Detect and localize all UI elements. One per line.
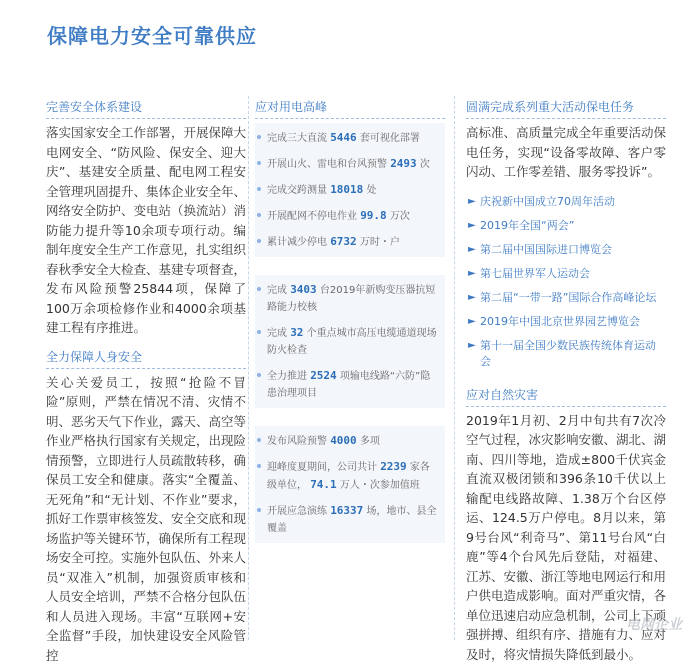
- event-list: [466, 194, 666, 370]
- section-heading-natural-disasters: 应对自然灾害: [466, 386, 666, 404]
- section-underline: [46, 118, 246, 119]
- stat-item: 开展应急演练 16337 场，地市、县全覆盖: [255, 502, 439, 537]
- bullet-dot-icon: [257, 239, 261, 243]
- section-body-personal-safety: 关心关爱员工，按照“抢险不冒险”原则，严禁在情况不清、灾情不明、恶劣天气下作业，露天、高空等作业严格执行国家有关规定，出现险情预警，立即进行人员疏散转移，确保员工安全和健康。落实“全覆盖、无死角”和“无计划、不作业”要求，抓好工作票审核签发、安全交底和现场监护等关键环节，确保所有工程现场安全可控。实施外包队伍、外来人员“双准入”机制，加强资质审核和人员安全培训，严禁不合格分包队伍和人员进入现场。丰富“互联网+安全监督”手段，加快建设安全风险管控: [46, 373, 246, 665]
- event-item: ► 第二届“一带一路”国际合作高峰论坛: [466, 290, 666, 306]
- bullet-dot-icon: [257, 508, 261, 512]
- arrow-right-icon: ►: [468, 242, 476, 258]
- column-major-events: [466, 98, 666, 664]
- column-divider-right: [454, 96, 455, 640]
- section-body-safety-system: 落实国家安全工作部署，开展保障大电网安全、“防风险、保安全、迎大庆”、基建安全质量、配电网工程安全管理巩固提升、集体企业安全年、网络安全防护、变电站（换流站）消防能力提升等10余项专项行动。编制年度安全生产工作意见，扎实组织春秋季安全大检查、基建专项督查，发布风险预警25844项，保障了100万余项检修作业和4000余项基建工程有序推进。: [46, 123, 246, 338]
- stat-item: 完成 3403 台2019年新购变压器抗短路能力校核: [255, 281, 439, 316]
- stat-group-3: [255, 426, 445, 543]
- section-body-natural-disasters: 2019年1月初、2月中旬共有7次冷空气过程，冰灾影响安徽、湖北、湖南、四川等地，造成±800千伏宾金直流双极闭锁和396条10千伏以上输配电线路故障、1.38万个台区停运、124.5万户停电。8月以来，第9号台风“利奇马”、第11号台风“白鹿”等4个台风先后登陆，对福建、江苏、安徽、浙江等地电网运行和用户供电造成影响。面对严重灾情，各单位迅速启动应急机制，公司上下顽强拼搏、组织有序、措施有力、应对及时，将灾情损失降低到最小。: [466, 411, 666, 665]
- stat-item: 完成 32 个重点城市高压电缆通道现场防火检查: [255, 324, 439, 359]
- stat-item: 累计减少停电 6732 万时・户: [255, 233, 439, 251]
- section-heading-major-events: 圆满完成系列重大活动保电任务: [466, 98, 666, 116]
- bullet-dot-icon: [257, 213, 261, 217]
- stat-item: 完成三大直流 5446 套可视化部署: [255, 129, 439, 147]
- watermark: 电网企业: [626, 614, 682, 634]
- stat-item: 全力推进 2524 项输电线路“六防”隐患治理项目: [255, 367, 439, 402]
- section-heading-personal-safety: 全力保障人身安全: [46, 348, 246, 366]
- section-heading-safety-system: 完善安全体系建设: [46, 98, 246, 116]
- event-item: ► 2019年全国“两会”: [466, 218, 666, 234]
- bullet-dot-icon: [257, 187, 261, 191]
- event-item: ► 第七届世界军人运动会: [466, 266, 666, 282]
- section-underline: [255, 118, 445, 119]
- stat-item: 发布风险预警 4000 多项: [255, 432, 439, 450]
- stat-group-2: [255, 275, 445, 408]
- stat-item: 开展山火、雷电和台风预警 2493 次: [255, 155, 439, 173]
- event-item: ► 第二届中国国际进口博览会: [466, 242, 666, 258]
- bullet-dot-icon: [257, 135, 261, 139]
- bullet-dot-icon: [257, 330, 261, 334]
- event-item: ► 2019年中国北京世界园艺博览会: [466, 314, 666, 330]
- column-peak-load: [255, 98, 445, 543]
- arrow-right-icon: ►: [468, 290, 476, 306]
- bullet-dot-icon: [257, 161, 261, 165]
- page-title: 保障电力安全可靠供应: [47, 20, 257, 49]
- section-heading-peak-load: 应对用电高峰: [255, 98, 445, 116]
- arrow-right-icon: ►: [468, 338, 476, 354]
- event-item: ► 庆祝新中国成立70周年活动: [466, 194, 666, 210]
- column-divider-left: [248, 96, 249, 640]
- stat-group-1: [255, 123, 445, 257]
- bullet-dot-icon: [257, 287, 261, 291]
- event-item: ► 第十一届全国少数民族传统体育运动会: [466, 338, 666, 370]
- stat-item: 迎峰度夏期间，公司共计 2239 家各级单位， 74.1 万人・次参加值班: [255, 458, 439, 494]
- stat-item: 完成交跨测量 18018 处: [255, 181, 439, 199]
- arrow-right-icon: ►: [468, 194, 476, 210]
- arrow-right-icon: ►: [468, 266, 476, 282]
- section-underline: [466, 406, 666, 407]
- section-underline: [46, 368, 246, 369]
- stat-item: 开展配网不停电作业 99.8 万次: [255, 207, 439, 225]
- bullet-dot-icon: [257, 373, 261, 377]
- arrow-right-icon: ►: [468, 218, 476, 234]
- arrow-right-icon: ►: [468, 314, 476, 330]
- bullet-dot-icon: [257, 464, 261, 468]
- bullet-dot-icon: [257, 438, 261, 442]
- section-underline: [466, 118, 666, 119]
- column-safety: [46, 98, 246, 665]
- section-body-major-events: 高标准、高质量完成全年重要活动保电任务，实现“设备零故障、客户零闪动、工作零差错、服务零投诉”。: [466, 123, 666, 182]
